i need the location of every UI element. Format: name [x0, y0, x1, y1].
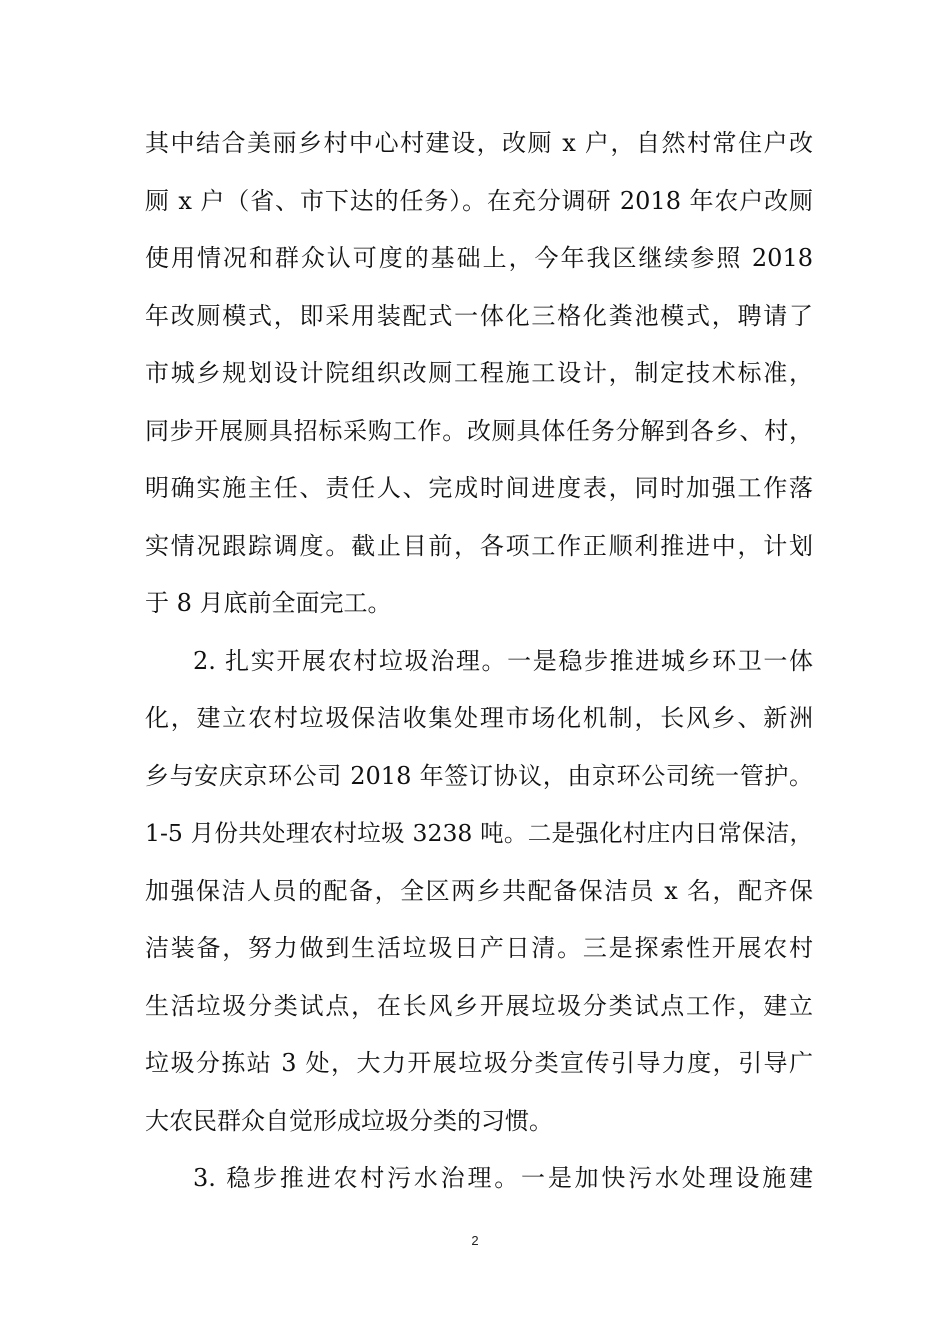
text-line: 其中结合美丽乡村中心村建设，改厕 x 户，自然村常住户改 [145, 129, 813, 157]
text-line: 使用情况和群众认可度的基础上，今年我区继续参照 2018 [145, 244, 813, 272]
text-line: 化，建立农村垃圾保洁收集处理市场化机制，长风乡、新洲 [145, 704, 813, 732]
text-line: 洁装备，努力做到生活垃圾日产日清。三是探索性开展农村 [145, 934, 813, 962]
text-line: 市城乡规划设计院组织改厕工程施工设计，制定技术标准， [145, 359, 813, 387]
text-line: 年改厕模式，即采用装配式一体化三格化粪池模式，聘请了 [145, 301, 813, 330]
text-line: 1-5 月份共处理农村垃圾 3238 吨。二是强化村庄内日常保洁， [145, 819, 813, 847]
page-number: 2 [471, 1233, 479, 1248]
paragraph-start-line: 3. 稳步推进农村污水治理。一是加快污水处理设施建 [193, 1164, 813, 1192]
text-line: 同步开展厕具招标采购工作。改厕具体任务分解到各乡、村， [145, 416, 813, 445]
text-line: 生活垃圾分类试点，在长风乡开展垃圾分类试点工作，建立 [145, 991, 813, 1020]
paragraph-start-line: 2. 扎实开展农村垃圾治理。一是稳步推进城乡环卫一体 [193, 646, 813, 675]
text-line: 大农民群众自觉形成垃圾分类的习惯。 [145, 1106, 553, 1135]
text-line: 厕 x 户（省、市下达的任务）。在充分调研 2018 年农户改厕 [145, 186, 813, 215]
text-line: 于 8 月底前全面完工。 [145, 589, 392, 617]
text-line: 实情况跟踪调度。截止目前，各项工作正顺利推进中，计划 [145, 531, 813, 560]
text-line: 乡与安庆京环公司 2018 年签订协议，由京环公司统一管护。 [145, 761, 813, 790]
text-line: 垃圾分拣站 3 处，大力开展垃圾分类宣传引导力度，引导广 [145, 1049, 813, 1077]
text-line: 明确实施主任、责任人、完成时间进度表，同时加强工作落 [145, 474, 813, 502]
text-line: 加强保洁人员的配备，全区两乡共配备保洁员 x 名，配齐保 [145, 876, 813, 905]
body-text [145, 115, 813, 1208]
